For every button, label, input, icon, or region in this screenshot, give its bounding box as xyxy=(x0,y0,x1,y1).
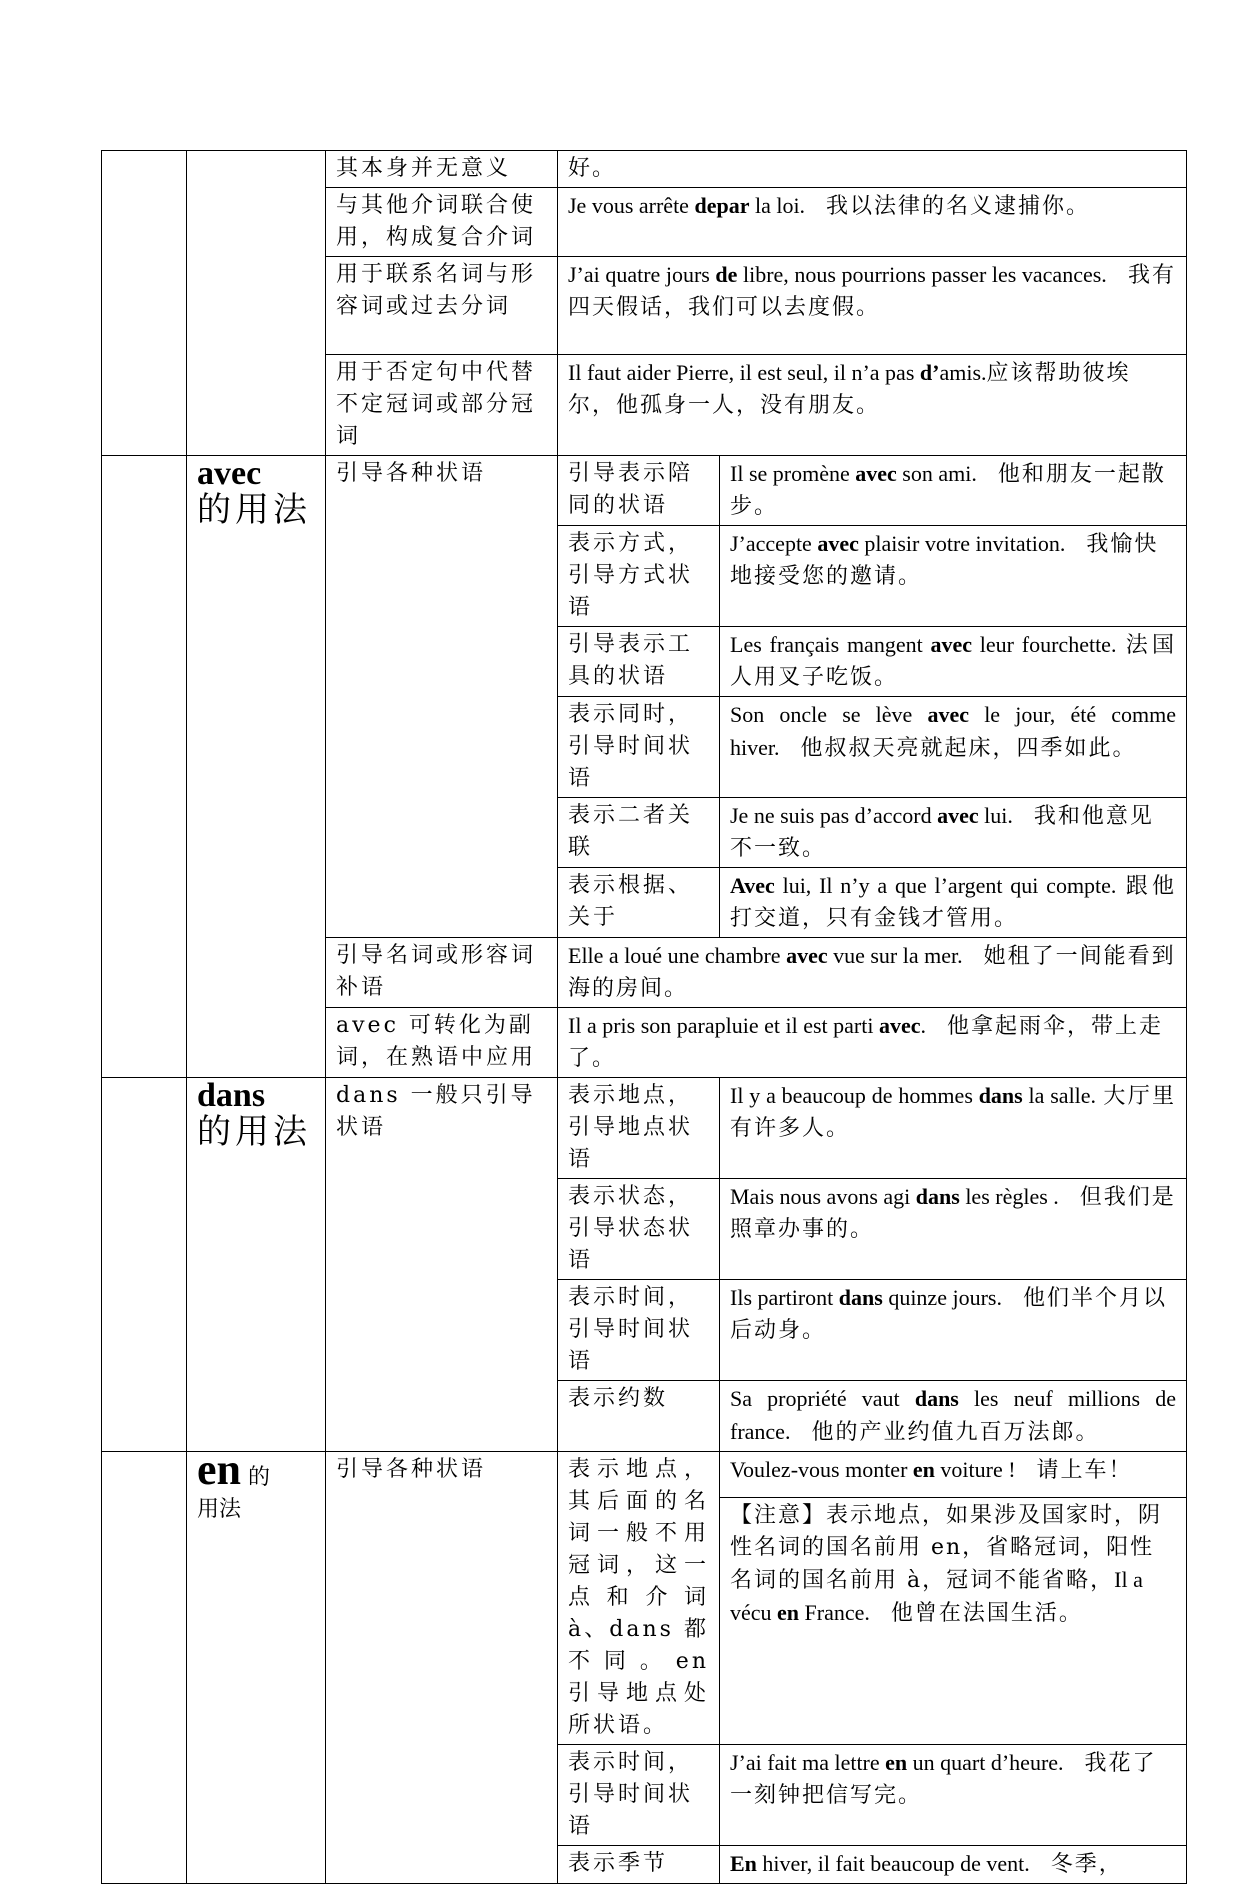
example-cell: Je ne suis pas d’accord avec lui. 我和他意见不一致。 xyxy=(720,798,1187,868)
blank-cell xyxy=(102,456,187,1078)
example-cell: Ils partiront dans quinze jours. 他们半个月以后动身。 xyxy=(720,1280,1187,1381)
usage-category: 引导各种状语 xyxy=(326,1452,558,1884)
example-cell: Il se promène avec son ami. 他和朋友一起散步。 xyxy=(720,456,1187,526)
sub-usage: 表示季节 xyxy=(558,1846,720,1884)
section-title-dans: dans 的用法 xyxy=(187,1078,326,1452)
sub-usage: 引导表示陪同的状语 xyxy=(558,456,720,526)
example-cell: 好。 xyxy=(558,151,1187,188)
example-cell: Mais nous avons agi dans les règles . 但我们是照章办事的。 xyxy=(720,1179,1187,1280)
usage-category: avec 可转化为副词，在熟语中应用 xyxy=(326,1008,558,1078)
example-cell: Il a pris son parapluie et il est parti avec. 他拿起雨伞，带上走了。 xyxy=(558,1008,1187,1078)
sub-usage: 表示同时，引导时间状语 xyxy=(558,697,720,798)
example-cell: J’ai fait ma lettre en un quart d’heure. 我花了一刻钟把信写完。 xyxy=(720,1745,1187,1846)
sub-usage: 表示二者关联 xyxy=(558,798,720,868)
sub-usage: 引导表示工具的状语 xyxy=(558,627,720,697)
example-cell: Il y a beaucoup de hommes dans la salle. 大厅里有许多人。 xyxy=(720,1078,1187,1179)
table-row xyxy=(102,1078,1187,1179)
usage-category: 其本身并无意义 xyxy=(326,151,558,188)
sub-usage: 表示地点，其后面的名词一般不用冠词，这一点和介词 à、dans 都不同。en 引导地点处所状语。 xyxy=(558,1452,720,1745)
blank-cell xyxy=(102,151,187,456)
example-cell: J’accepte avec plaisir votre invitation. 我愉快地接受您的邀请。 xyxy=(720,526,1187,627)
preposition-usage-table xyxy=(101,150,1187,1884)
table-row xyxy=(102,1452,1187,1498)
example-cell: Je vous arrête depar la loi. 我以法律的名义逮捕你。 xyxy=(558,188,1187,257)
usage-category: 用于否定句中代替不定冠词或部分冠词 xyxy=(326,355,558,456)
sub-usage: 表示根据、关于 xyxy=(558,868,720,938)
example-cell: Sa propriété vaut dans les neuf millions de france. 他的产业约值九百万法郎。 xyxy=(720,1381,1187,1452)
section-title-en: en 的 用法 xyxy=(187,1452,326,1884)
sub-usage: 表示方式，引导方式状语 xyxy=(558,526,720,627)
table-row xyxy=(102,456,1187,526)
usage-category: 引导各种状语 xyxy=(326,456,558,938)
example-cell: Les français mangent avec leur fourchette. 法国人用叉子吃饭。 xyxy=(720,627,1187,697)
sub-usage: 表示时间，引导时间状语 xyxy=(558,1745,720,1846)
sub-usage: 表示状态，引导状态状语 xyxy=(558,1179,720,1280)
sub-usage: 表示时间，引导时间状语 xyxy=(558,1280,720,1381)
note-cell: 【注意】表示地点，如果涉及国家时，阴性名词的国名前用 en，省略冠词，阳性名词的国名前用 à，冠词不能省略，Il a vécu en France. 他曾在法国生活。 xyxy=(720,1497,1187,1744)
example-cell: En hiver, il fait beaucoup de vent. 冬季， xyxy=(720,1846,1187,1884)
section-title-avec: avec 的用法 xyxy=(187,456,326,1078)
example-cell: Il faut aider Pierre, il est seul, il n’a pas d’amis.应该帮助彼埃尔，他孤身一人，没有朋友。 xyxy=(558,355,1187,456)
blank-cell xyxy=(102,1452,187,1884)
usage-category: 引导名词或形容词补语 xyxy=(326,938,558,1008)
usage-category: 与其他介词联合使用，构成复合介词 xyxy=(326,188,558,257)
table-row xyxy=(102,151,1187,188)
blank-cell xyxy=(187,151,326,456)
blank-cell xyxy=(102,1078,187,1452)
example-cell: Avec lui, Il n’y a que l’argent qui compte. 跟他打交道，只有金钱才管用。 xyxy=(720,868,1187,938)
sub-usage: 表示地点，引导地点状语 xyxy=(558,1078,720,1179)
sub-usage: 表示约数 xyxy=(558,1381,720,1452)
usage-category: dans 一般只引导状语 xyxy=(326,1078,558,1452)
usage-category: 用于联系名词与形容词或过去分词 xyxy=(326,257,558,355)
example-cell: Elle a loué une chambre avec vue sur la mer. 她租了一间能看到海的房间。 xyxy=(558,938,1187,1008)
example-cell: J’ai quatre jours de libre, nous pourrions passer les vacances. 我有四天假话，我们可以去度假。 xyxy=(558,257,1187,355)
example-cell: Voulez-vous monter en voiture ! 请上车！ xyxy=(720,1452,1187,1498)
example-cell: Son oncle se lève avec le jour, été comme hiver. 他叔叔天亮就起床，四季如此。 xyxy=(720,697,1187,798)
